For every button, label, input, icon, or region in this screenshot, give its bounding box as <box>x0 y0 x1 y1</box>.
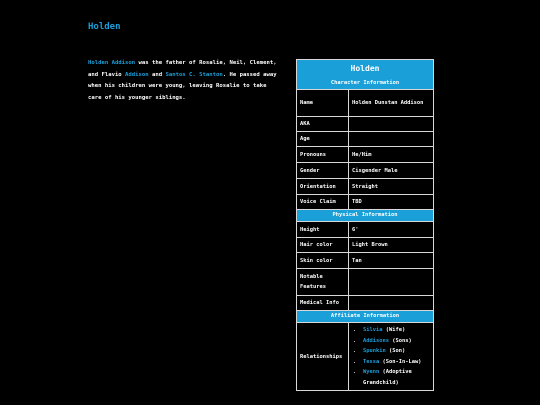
infobox-row-relationships <box>297 322 433 390</box>
row-value: Tan <box>352 257 362 264</box>
relationship-link[interactable]: Wyenn <box>363 369 380 375</box>
relationship-item <box>363 325 430 336</box>
santos-stanton-link[interactable]: Santos C. Stanton <box>165 71 223 78</box>
row-value: Holden Dunstan Addison <box>352 100 424 106</box>
row-key: Gender <box>297 163 349 178</box>
row-value: Straight <box>352 183 378 190</box>
relationship-role: (Son) <box>388 348 406 354</box>
row-key: Name <box>297 90 349 116</box>
row-key: Skin color <box>297 253 349 268</box>
bio-text: was the father of Rosalie, Neil, Clement, and Flavio <box>88 60 277 78</box>
row-value: He/Him <box>352 151 372 158</box>
holden-addison-link[interactable]: Holden Addison <box>88 60 136 66</box>
infobox-row-height <box>297 221 433 237</box>
row-key: Hair color <box>297 238 349 252</box>
infobox-row-name <box>297 89 433 116</box>
row-key: Relationships <box>297 323 349 390</box>
row-value: TBD <box>352 199 362 205</box>
addison-link[interactable]: Addison <box>125 71 149 78</box>
row-value <box>349 296 433 310</box>
relationship-link[interactable]: Tessa <box>363 358 380 365</box>
infobox-row-notable-features <box>297 268 433 295</box>
section-affiliate-information: Affiliate Information <box>297 310 433 322</box>
relationship-link[interactable]: Spunkin <box>363 348 386 354</box>
row-key: Height <box>297 222 349 237</box>
bio-paragraph <box>88 58 278 104</box>
infobox-row-age <box>297 131 433 146</box>
section-physical-information: Physical Information <box>297 209 433 221</box>
infobox-row-voice-claim <box>297 194 433 209</box>
row-key: Voice Claim <box>297 195 349 209</box>
page-title: Holden <box>88 22 121 32</box>
row-value <box>349 323 433 390</box>
infobox-row-gender <box>297 162 433 178</box>
section-character-information: Character Information <box>297 77 433 89</box>
row-key: Age <box>297 132 349 146</box>
row-value <box>349 117 433 131</box>
infobox-row-aka <box>297 116 433 131</box>
relationship-item <box>363 336 430 347</box>
bio-text: . He passed away when his children were young, leaving Rosalie to take care of his younger siblings. <box>88 71 277 101</box>
row-value <box>349 269 433 295</box>
row-key: Orientation <box>297 179 349 194</box>
relationship-item <box>363 357 430 368</box>
relationships-list <box>352 323 430 390</box>
relationship-link[interactable]: Addisons <box>363 337 389 344</box>
row-key: Medical Info <box>297 296 349 310</box>
character-infobox <box>296 59 434 391</box>
row-value: Cisgender Male <box>352 167 398 174</box>
row-key: Notable Features <box>297 269 349 295</box>
bio-text: and <box>148 71 166 78</box>
relationship-item <box>363 367 430 388</box>
relationship-role: (Wife) <box>385 327 406 333</box>
infobox-row-pronouns <box>297 146 433 162</box>
relationship-link[interactable]: Silvia <box>363 327 383 333</box>
infobox-row-skin-color <box>297 252 433 268</box>
relationship-role: (Adoptive Grandchild) <box>363 369 412 386</box>
row-value <box>349 132 433 146</box>
relationship-role: (Sons) <box>392 337 412 344</box>
row-value: 6' <box>352 226 359 233</box>
infobox-row-hair-color <box>297 237 433 252</box>
row-key: Pronouns <box>297 147 349 162</box>
infobox-row-medical-info <box>297 295 433 310</box>
row-value: Light Brown <box>352 242 388 248</box>
infobox-title: Holden <box>297 60 433 77</box>
relationship-role: (Son-In-Law) <box>382 358 422 365</box>
row-key: AKA <box>297 117 349 131</box>
relationship-item <box>363 346 430 357</box>
infobox-row-orientation <box>297 178 433 194</box>
